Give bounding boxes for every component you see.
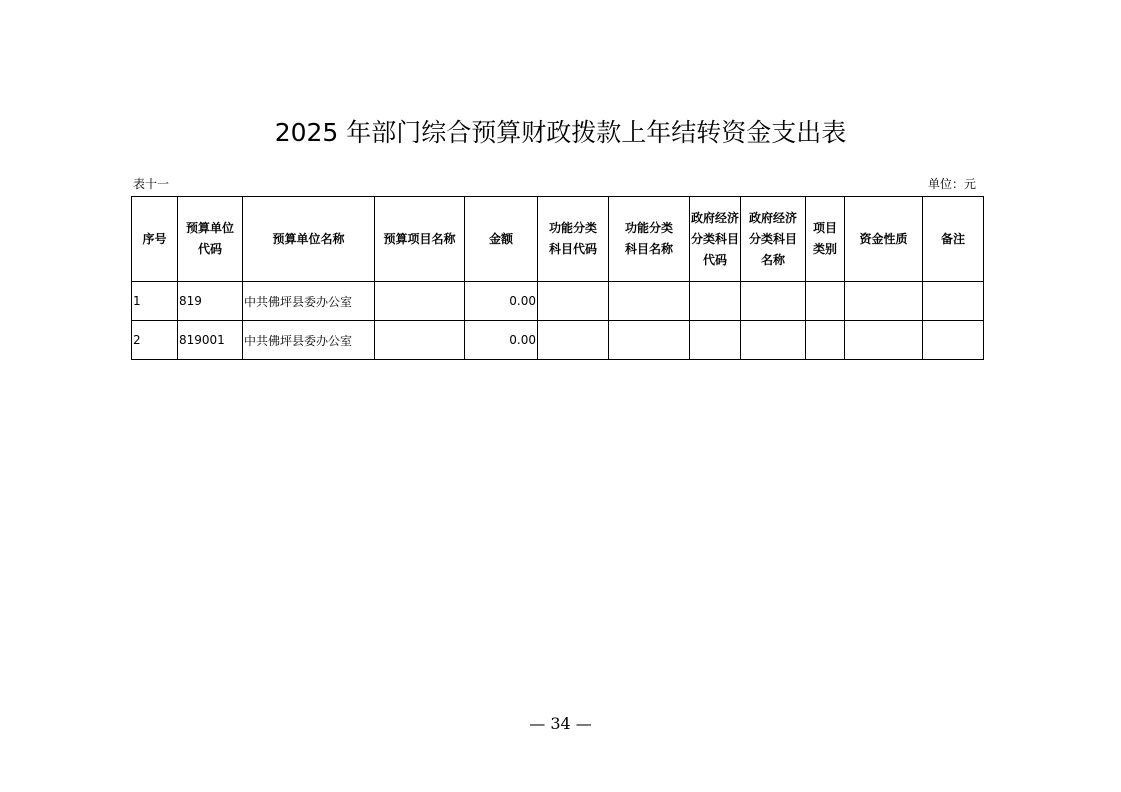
cell-unit-code: 819: [178, 282, 243, 321]
col-header-econ-code: 政府经济分类科目代码: [690, 197, 741, 282]
budget-table: [131, 196, 984, 360]
cell-unit-name: 中共佛坪县委办公室: [243, 282, 375, 321]
table-row: [132, 321, 984, 360]
cell-amount: 0.00: [465, 282, 538, 321]
cell-remarks: [923, 321, 984, 360]
cell-amount: 0.00: [465, 321, 538, 360]
cell-function-code: [538, 321, 609, 360]
cell-remarks: [923, 282, 984, 321]
col-header-project-name: 预算项目名称: [375, 197, 465, 282]
cell-project-type: [806, 321, 845, 360]
cell-fund-nature: [845, 321, 923, 360]
col-header-fund-nature: 资金性质: [845, 197, 923, 282]
cell-project-type: [806, 282, 845, 321]
cell-unit-name: 中共佛坪县委办公室: [243, 321, 375, 360]
col-header-unit-name: 预算单位名称: [243, 197, 375, 282]
cell-function-name: [609, 282, 690, 321]
col-header-index: 序号: [132, 197, 178, 282]
cell-fund-nature: [845, 282, 923, 321]
col-header-unit-code: 预算单位代码: [178, 197, 243, 282]
table-row: [132, 282, 984, 321]
col-header-amount: 金额: [465, 197, 538, 282]
col-header-function-code: 功能分类科目代码: [538, 197, 609, 282]
col-header-function-name: 功能分类科目名称: [609, 197, 690, 282]
cell-index: 2: [132, 321, 178, 360]
table-label: 表十一: [133, 177, 170, 191]
cell-econ-code: [690, 282, 741, 321]
col-header-project-type: 项目类别: [806, 197, 845, 282]
unit-label: 单位：元: [927, 177, 976, 191]
page-number: — 34 —: [529, 714, 592, 733]
header-row: [132, 197, 984, 282]
page-title: 2025 年部门综合预算财政拨款上年结转资金支出表: [274, 118, 847, 147]
cell-project-name: [375, 282, 465, 321]
cell-econ-name: [741, 282, 806, 321]
cell-function-code: [538, 282, 609, 321]
cell-function-name: [609, 321, 690, 360]
col-header-econ-name: 政府经济分类科目名称: [741, 197, 806, 282]
cell-unit-code: 819001: [178, 321, 243, 360]
cell-project-name: [375, 321, 465, 360]
cell-econ-name: [741, 321, 806, 360]
cell-index: 1: [132, 282, 178, 321]
cell-econ-code: [690, 321, 741, 360]
col-header-remarks: 备注: [923, 197, 984, 282]
